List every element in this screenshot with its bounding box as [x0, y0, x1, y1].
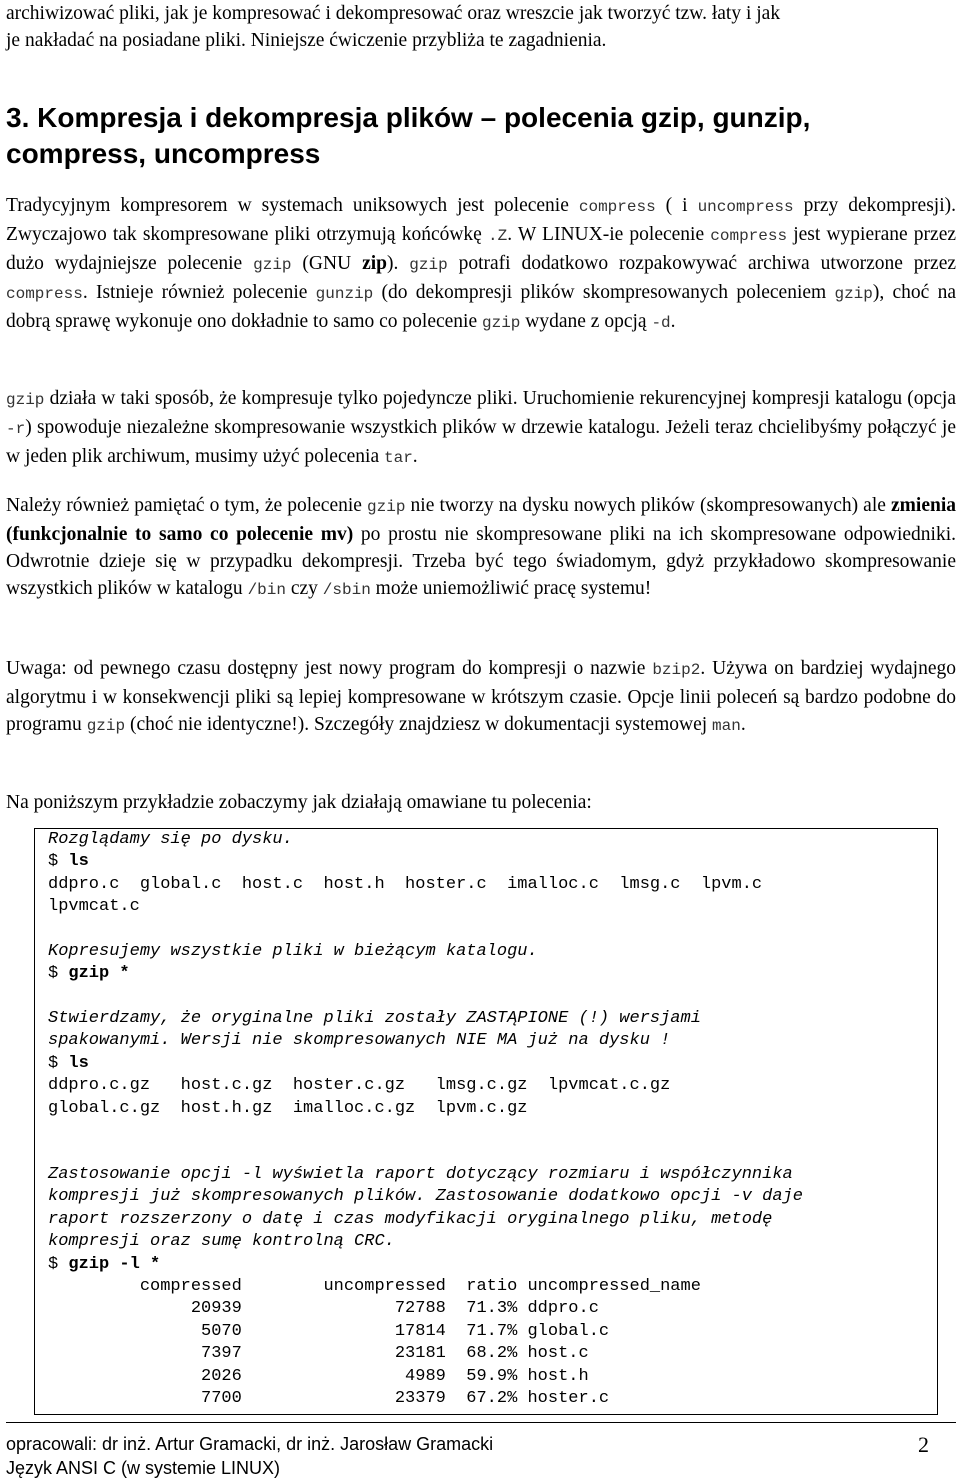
intro-line-1: archiwizować pliki, jak je kompresować i dekompresować oraz wreszcie jak tworzyć tzw. łaty i jak	[6, 3, 781, 24]
inline-code: -d	[651, 314, 671, 332]
shell-command: ls	[68, 1053, 89, 1073]
code-comment: Kopresujemy wszystkie pliki w bieżącym katalogu.	[48, 942, 538, 961]
code-comment: kompresji oraz sumę kontrolną CRC.	[48, 1232, 395, 1252]
inline-code: compress	[6, 285, 83, 303]
shell-command: ls	[68, 852, 89, 872]
shell-command: gzip *	[68, 964, 130, 984]
table-row: 20939 72788 71.3% ddpro.c	[48, 1299, 599, 1319]
inline-code: gzip	[482, 314, 521, 332]
table-row: 5070 17814 71.7% global.c	[48, 1321, 610, 1341]
example-block-gzip-l: Zastosowanie opcji -l wyświetla raport dotyczący rozmiaru i współczynnika kompresji już skompresowanych plików. Zastosowanie dodatkowo opcji -v daje raport rozszerzony o datę i czas modyfikacji oryginalnego pliku, metodę kompresji oraz sumę kontrolną CRC. $ gzip -l * compressed uncompressed ratio uncompressed_name 20939 72788 71.3% ddpro.c 5070 17814 71.7% global.c 7397 23181 68.2% host.c 2026 4989 59.9% host.h 7700 23379 67.2% hoster.c	[48, 1165, 803, 1409]
footer-authors: opracowali: dr inż. Artur Gramacki, dr inż. Jarosław Gramacki	[6, 1434, 494, 1454]
paragraph-gzip-replace: Należy również pamiętać o tym, że polecenie gzip nie tworzy na dysku nowych plików (skompresowanych) ale zmienia (funkcjonalnie to samo co polecenie mv) po prostu nie skompresowane pliki na ich skompresowane odpowiedniki. Odwrotnie dzieje się w przypadku dekompresji. Trzeba być tego świadomym, gdyż przykładowo skompresowanie wszystkich plików w katalogu /bin czy /sbin może uniemożliwić pracę systemu!	[6, 495, 956, 599]
bold-text: zip	[362, 253, 388, 274]
inline-code: gzip	[86, 717, 126, 735]
code-comment: kompresji już skompresowanych plików. Zastosowanie dodatkowo opcji -v daje	[48, 1187, 803, 1207]
command-output: ddpro.c global.c host.c host.h hoster.c imalloc.c lmsg.c lpvm.c	[48, 874, 763, 894]
inline-code: gzip	[834, 285, 873, 303]
inline-code: gzip	[6, 391, 45, 409]
inline-code: compress	[710, 227, 788, 245]
example-block-ls: Rozglądamy się po dysku. $ ls ddpro.c global.c host.c host.h hoster.c imalloc.c lmsg.c lpvm.c lpvmcat.c	[48, 830, 763, 917]
inline-code: bzip2	[652, 661, 701, 679]
code-comment: spakowanymi. Wersji nie skompresowanych NIE MA już na dysku !	[48, 1031, 671, 1051]
table-row: 7397 23181 68.2% host.c	[48, 1344, 589, 1364]
section-heading: 3. Kompresja i dekompresja plików – polecenia gzip, gunzip, compress, uncompress	[6, 102, 811, 169]
inline-code: gzip	[253, 256, 292, 274]
code-comment: raport rozszerzony o datę i czas modyfikacji oryginalnego pliku, metodę	[48, 1209, 773, 1229]
inline-code: tar	[383, 449, 413, 467]
paragraph-bzip2-note: Uwaga: od pewnego czasu dostępny jest nowy program do kompresji o nazwie bzip2. Używa on bardziej wydajnego algorytmu i w konsekwencji pliki są lepiej kompresowane w krótszym czasie. Opcje linii poleceń są bardzo podobne do programu gzip (choć nie identyczne!). Szczegóły znajdziesz w dokumentacji systemowej man.	[6, 658, 956, 735]
table-row: 7700 23379 67.2% hoster.c	[48, 1389, 610, 1409]
page-number: 2	[918, 1432, 929, 1457]
footer-course: Język ANSI C (w systemie LINUX)	[6, 1458, 281, 1478]
table-header: compressed uncompressed ratio uncompressed_name	[48, 1277, 701, 1297]
inline-code: /sbin	[322, 581, 371, 599]
bold-text: zmienia (funkcjonalnie to samo co polecenie mv)	[6, 495, 956, 545]
paragraph-compress: Tradycyjnym kompresorem w systemach uniksowych jest polecenie compress ( i uncompress przy dekompresji). Zwyczajowo tak skompresowane pliki otrzymują końcówkę .Z. W LINUX-ie polecenie compress jest wypierane przez dużo wydajniejsze polecenie gzip (GNU zip). gzip potrafi dodatkowo rozpakowywać archiwa utworzone przez compress. Istnieje również polecenie gunzip (do dekompresji plików skompresowanych poleceniem gzip), choć na dobrą sprawę wykonuje ono dokładnie to samo co polecenie gzip wydane z opcją -d.	[6, 195, 957, 332]
inline-code: .Z	[487, 227, 508, 245]
inline-code: compress	[578, 198, 656, 216]
example-block-ls-gz: Stwierdzamy, że oryginalne pliki zostały ZASTĄPIONE (!) wersjami spakowanymi. Wersji nie skompresowanych NIE MA już na dysku ! $ ls ddpro.c.gz host.c.gz hoster.c.gz lmsg.c.gz lpvmcat.c.gz global.c.gz host.h.gz imalloc.c.gz lpvm.c.gz	[48, 1009, 701, 1118]
shell-command: gzip -l *	[68, 1254, 161, 1274]
inline-code: /bin	[247, 581, 286, 599]
code-comment: Stwierdzamy, że oryginalne pliki zostały ZASTĄPIONE (!) wersjami	[48, 1009, 701, 1028]
intro-line-2: je nakładać na posiadane pliki. Niniejsze ćwiczenie przybliża te zagadnienia.	[6, 30, 607, 51]
paragraph-gzip-recursive: gzip działa w taki sposób, że kompresuje tylko pojedyncze pliki. Uruchomienie rekurencyjnej kompresji katalogu (opcja -r) spowoduje niezależne skompresowanie wszystkich plików w drzewie katalogu. Jeżeli teraz chcielibyśmy połączyć je w jeden plik archiwum, musimy użyć polecenia tar.	[6, 388, 956, 467]
inline-code: uncompress	[697, 198, 794, 216]
inline-code: man	[712, 717, 741, 735]
inline-code: gzip	[367, 498, 406, 516]
inline-code: gunzip	[315, 285, 374, 303]
example-block-gzip: Kopresujemy wszystkie pliki w bieżącym katalogu. $ gzip *	[48, 942, 538, 984]
inline-code: gzip	[409, 256, 448, 274]
inline-code: -r	[6, 420, 26, 438]
code-comment: Rozglądamy się po dysku.	[48, 830, 293, 849]
intro-paragraph	[6, 0, 956, 54]
paragraph-example-intro: Na poniższym przykładzie zobaczymy jak działają omawiane tu polecenia:	[6, 792, 592, 813]
table-row: 2026 4989 59.9% host.h	[48, 1366, 589, 1386]
code-comment: Zastosowanie opcji -l wyświetla raport dotyczący rozmiaru i współczynnika	[48, 1165, 793, 1184]
footer-divider	[6, 1422, 956, 1423]
command-output: lpvmcat.c	[48, 897, 140, 917]
command-output: global.c.gz host.h.gz imalloc.c.gz lpvm.c.gz	[48, 1098, 528, 1118]
command-output: ddpro.c.gz host.c.gz hoster.c.gz lmsg.c.gz lpvmcat.c.gz	[48, 1076, 671, 1096]
